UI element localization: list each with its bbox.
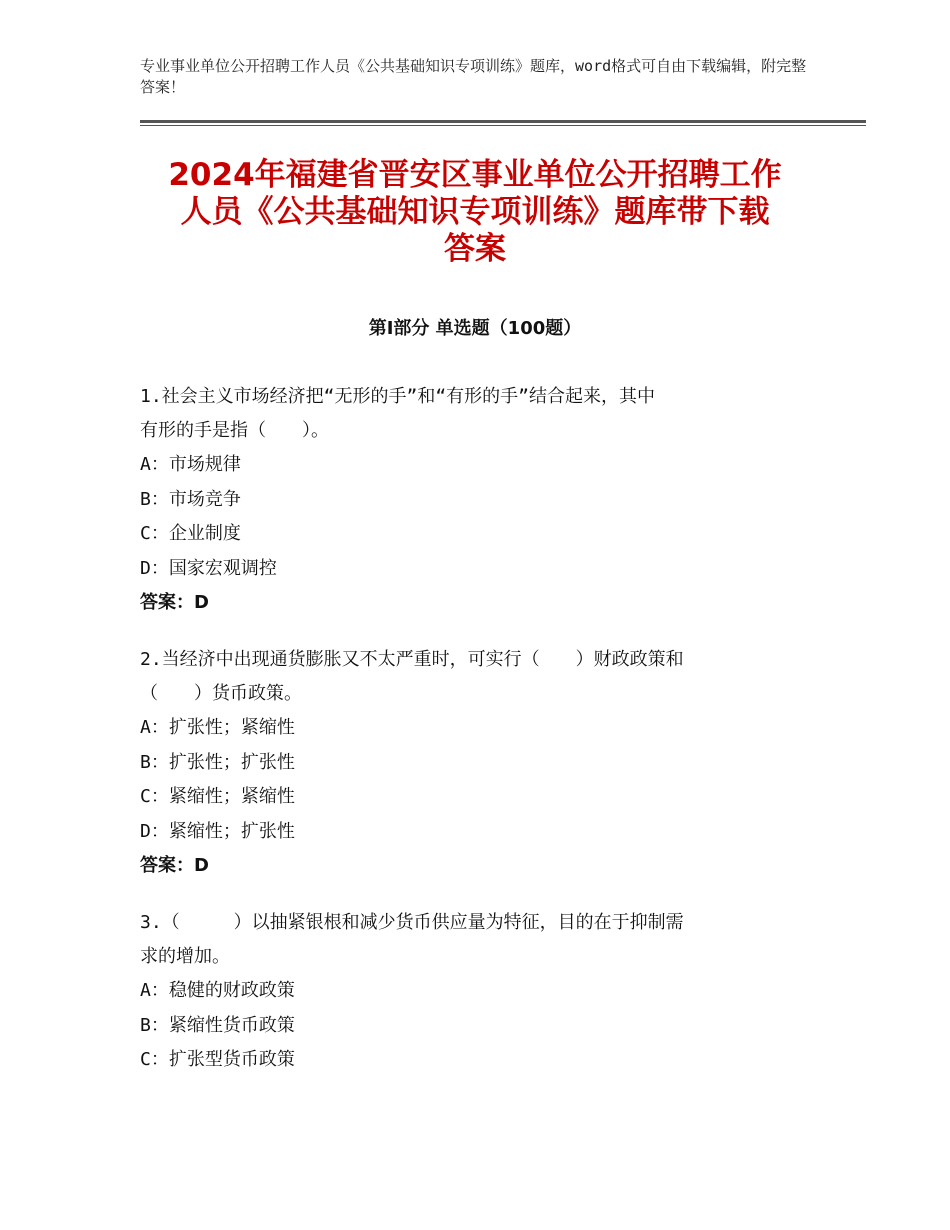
question-stem-line: 1.社会主义市场经济把“无形的手”和“有形的手”结合起来，其中 xyxy=(140,386,656,407)
question-stem-line: （ ）货币政策。 xyxy=(140,683,302,704)
option-d: D：国家宏观调控 xyxy=(140,557,277,579)
option-b: B：紧缩性货币政策 xyxy=(140,1014,295,1036)
section-title: 第Ⅰ部分 单选题（100题） xyxy=(368,318,582,339)
title-line: 答案 xyxy=(444,231,506,267)
title-line: 人员《公共基础知识专项训练》题库带下载 xyxy=(180,194,770,230)
question-stem-line: 有形的手是指（ ）。 xyxy=(140,420,329,441)
question-3 xyxy=(140,906,810,1078)
header-rule-thin xyxy=(140,125,866,126)
option-a: A：稳健的财政政策 xyxy=(140,980,295,1001)
header-note: 专业事业单位公开招聘工作人员《公共基础知识专项训练》题库，word格式可自由下载编辑，附完整答案！ xyxy=(140,57,807,96)
question-stem-line: 2.当经济中出现通货膨胀又不太严重时，可实行（ ）财政政策和 xyxy=(140,649,684,670)
title-line: 2024年福建省晋安区事业单位公开招聘工作 xyxy=(168,157,782,193)
option-d: D：紧缩性；扩张性 xyxy=(140,820,295,842)
question-stem-line: 3.（ ）以抽紧银根和减少货币供应量为特征，目的在于抑制需 xyxy=(140,912,684,933)
header-rule-thick xyxy=(140,120,866,123)
option-a: A：扩张性；紧缩性 xyxy=(140,717,295,738)
answer: 答案：D xyxy=(140,855,209,876)
question-stem-line: 求的增加。 xyxy=(140,946,230,967)
option-b: B：扩张性；扩张性 xyxy=(140,751,295,773)
answer: 答案：D xyxy=(140,592,209,613)
option-c: C：企业制度 xyxy=(140,523,241,544)
option-c: C：扩张型货币政策 xyxy=(140,1049,295,1070)
question-2 xyxy=(140,643,810,883)
question-list xyxy=(140,380,810,1101)
document-title xyxy=(140,157,810,268)
option-a: A：市场规律 xyxy=(140,454,241,475)
option-c: C：紧缩性；紧缩性 xyxy=(140,786,295,807)
question-1 xyxy=(140,380,810,620)
option-b: B：市场竞争 xyxy=(140,488,241,510)
